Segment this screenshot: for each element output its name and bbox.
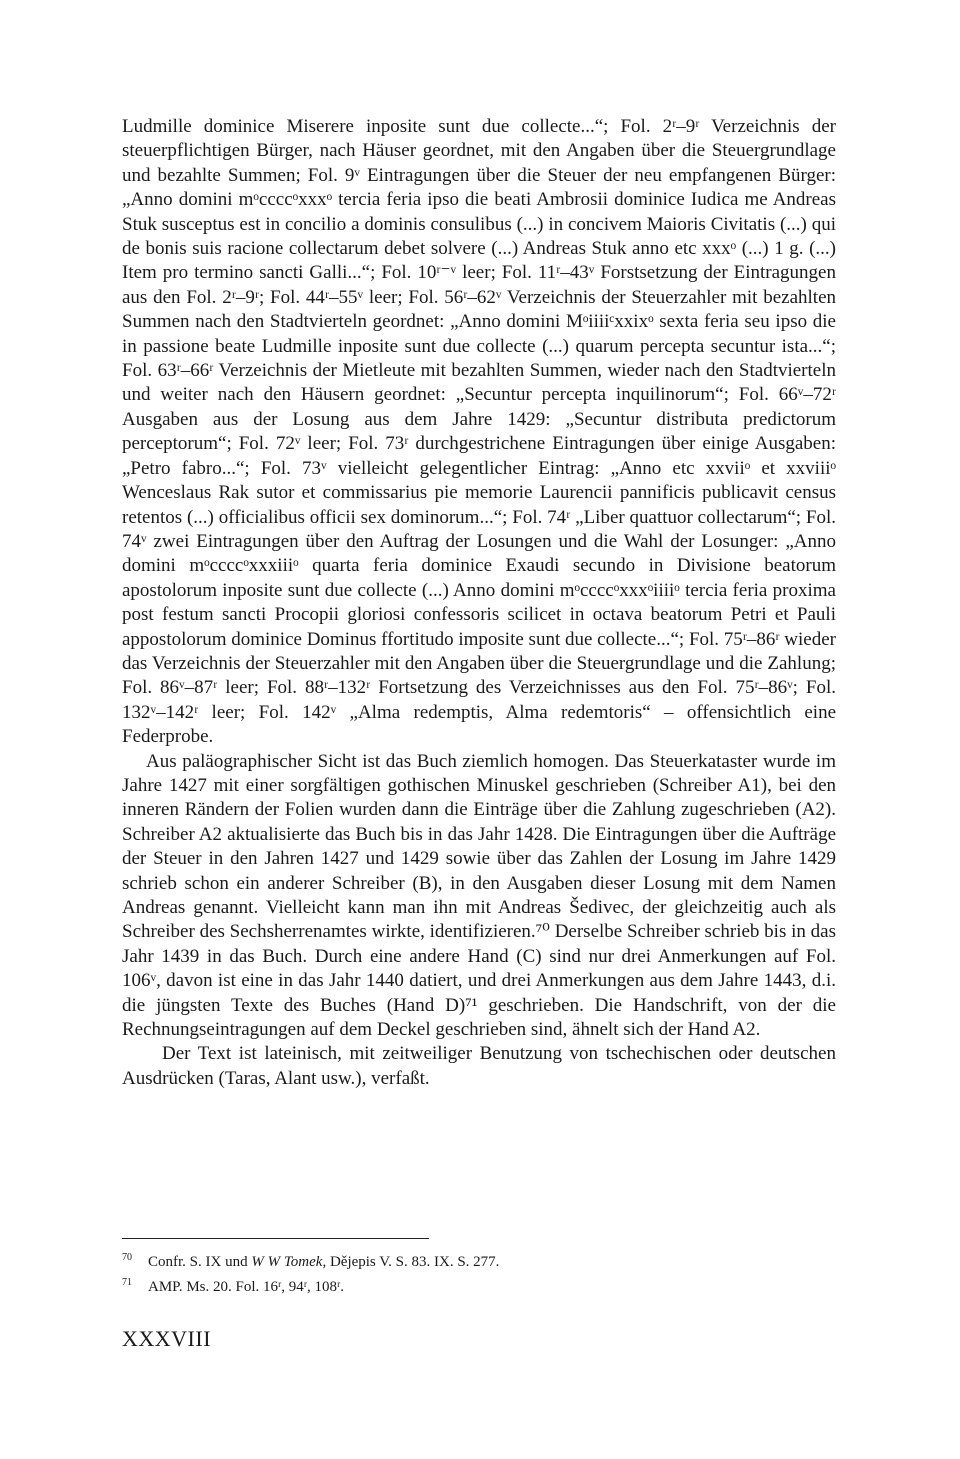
footnote-text-rest: Dějepis V. S. 83. IX. S. 277. (326, 1254, 500, 1270)
paragraph-1: Ludmille dominice Miserere inposite sunt due collecte...“; Fol. 2ʳ–9ʳ Verzeichnis der steuerpflichtigen Bürger, nach Häuser geordnet, mit den Angaben über die Steuergrundlage und bezahlte Summen; Fol. 9ᵛ Eintragungen über die Steuer der neu empfangenen Bürger: „Anno domini mᵒccccᵒxxxᵒ tercia feria ipso die beati Ambrosii dominice Iudica me Andreas Stuk susceptus est in concilio a dominis consulibus (...) in concivem Maioris Civitatis (...) qui de bonis suis racione collectarum debet solvere (...) Andreas Stuk anno etc xxxᵒ (...) 1 g. (...) Item pro termino sancti Galli...“; Fol. 10ʳ⁻ᵛ leer; Fol. 11ʳ–43ᵛ Forstsetzung der Eintragungen aus den Fol. 2ʳ–9ʳ; Fol. 44ʳ–55ᵛ leer; Fol. 56ʳ–62ᵛ Verzeichnis der Steuerzahler mit bezahlten Summen nach den Stadtvierteln geordnet: „Anno domini Mᵒiiiiᶜxxixᵒ sexta feria seu ipso die in passione beate Ludmille inposite sunt due collecte (...) quarum percepta secuntur ista...“; Fol. 63ʳ–66ʳ Verzeichnis der Mietleute mit bezahlten Summen, wieder nach den Stadtvierteln und weiter nach den Häusern geordnet: „Secuntur percepta inquilinorum“; Fol. 66ᵛ–72ʳ Ausgaben aus der Losung aus dem Jahre 1429: „Secuntur distributa predictorum perceptorum“; Fol. 72ᵛ leer; Fol. 73ʳ durchgestrichene Eintragungen über einige Ausgaben: „Petro fabro...“; Fol. 73ᵛ vielleicht gelegentlicher Eintrag: „Anno etc xxviiᵒ et xxviiiᵒ Wenceslaus Rak sutor et commissarius pie memorie Laurencii pannificis publicavit census retentos (...) officialibus officii sex dominorum...“; Fol. 74ʳ „Liber quattuor collectarum“; Fol. 74ᵛ zwei Eintragungen über den Auftrag der Losungen und die Wahl der Losunger: „Anno domini mᵒccccᵒxxxiiiᵒ quarta feria dominice Exaudi secundo in Divisione beatorum apostolorum inposite sunt due collecte (...) Anno domini mᵒccccᵒxxxᵒiiiiᵒ tercia feria proxima post festum sancti Procopii gloriosi confessoris scilicet in octava beatorum Petri et Pauli appostolorum dominice Dominus ffortitudo imposite sunt due collecte...“; Fol. 75ʳ–86ʳ wieder das Verzeichnis der Steuerzahler mit den Angaben über die Steuergrundlage und die Zahlung; Fol. 86ᵛ–87ʳ leer; Fol. 88ʳ–132ʳ Fortsetzung des Verzeichnisses aus den Fol. 75ʳ–86ᵛ; Fol. 132ᵛ–142ʳ leer; Fol. 142ᵛ „Alma redemptis, Alma redemtoris“ – offensichtlich eine Federprobe. (122, 116, 836, 748)
paragraph-2: Aus paläographischer Sicht ist das Buch ziemlich homogen. Das Steuerkataster wurde im Jahre 1427 mit einer sorgfältigen gothischen Minuskel geschrieben (Schreiber A1), bei den inneren Rändern der Folien wurden dann die Einträge über die Zahlung zugeschrieben (A2). Schreiber A2 aktualisierte das Buch bis in das Jahr 1428. Die Eintragungen über die Aufträge der Steuer in den Jahren 1427 und 1429 sowie über das Zahlen der Losung im Jahre 1429 schrieb schon ein anderer Schreiber (B), in den Ausgaben dieser Losung mit dem Namen Andreas genannt. Vielleicht kann man ihn mit Andreas Šedivec, der gleichzeitig auch als Schreiber des Sechsherrenamtes wirkte, identifizieren.⁷⁰ Derselbe Schreiber schrieb bis in das Jahr 1439 in das Buch. Durch eine andere Hand (C) sind nur drei Anmerkungen auf Fol. 106ᵛ, davon ist eine in das Jahr 1440 datiert, und drei Anmerkungen aus dem Jahre 1443, d.i. die jüngsten Texte des Buches (Hand D)⁷¹ geschrieben. Die Handschrift, von der die Rechnungseintragungen auf dem Deckel geschrieben sind, ähnelt sich der Hand A2. (122, 750, 836, 1041)
footnote-text: Confr. S. IX und (148, 1254, 252, 1270)
footnote-text: AMP. Ms. 20. Fol. 16ʳ, 94ʳ, 108ʳ. (148, 1279, 345, 1295)
footnotes (122, 1250, 836, 1300)
paragraph-3: Der Text ist lateinisch, mit zeitweiliger Benutzung von tschechischen oder deutschen Ausdrücken (Taras, Alant usw.), verfaßt. (122, 1043, 836, 1089)
body-text (122, 115, 836, 1091)
footnote-70: $^{70}$ Confr. S. IX und W W Tomek, Dějepis V. S. 83. IX. S. 277. (122, 1252, 500, 1270)
footnote-71: $^{71}$ AMP. Ms. 20. Fol. 16ʳ, 94ʳ, 108ʳ. (122, 1277, 345, 1295)
page-number: XXXVIII (122, 1326, 212, 1351)
footnote-author: W W Tomek, (251, 1254, 327, 1270)
footnote-divider (122, 1238, 429, 1239)
